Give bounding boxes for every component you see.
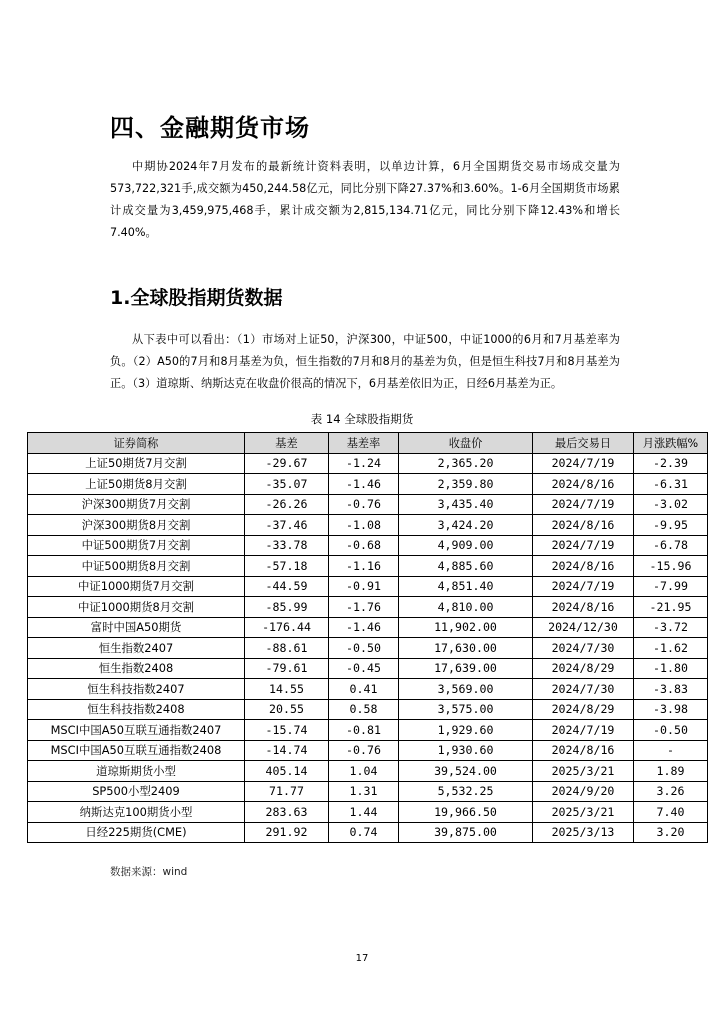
table-cell: 1.31 (329, 781, 399, 802)
table-cell: -15.96 (634, 556, 708, 577)
table-cell: 纳斯达克100期货小型 (28, 802, 245, 823)
table-cell: 17,639.00 (399, 658, 533, 679)
table-cell: 2024/8/16 (533, 515, 634, 536)
table-cell: -0.91 (329, 576, 399, 597)
table-cell: 2024/7/30 (533, 638, 634, 659)
table-cell: 3,435.40 (399, 494, 533, 515)
table-cell: SP500小型2409 (28, 781, 245, 802)
table-row (28, 515, 708, 536)
table-row (28, 556, 708, 577)
column-header: 收盘价 (399, 433, 533, 454)
table-cell: 中证500期货8月交割 (28, 556, 245, 577)
table-row (28, 822, 708, 843)
table-cell: 4,810.00 (399, 597, 533, 618)
table-cell: 2024/7/19 (533, 494, 634, 515)
table-cell: 2,365.20 (399, 453, 533, 474)
table-cell: -0.50 (634, 720, 708, 741)
table-cell: 3,569.00 (399, 679, 533, 700)
table-cell: -44.59 (245, 576, 329, 597)
table-cell: 3.20 (634, 822, 708, 843)
table-cell: -21.95 (634, 597, 708, 618)
table-body (28, 453, 708, 843)
table-cell: -0.76 (329, 740, 399, 761)
table-cell: 2024/8/16 (533, 740, 634, 761)
page-number: 17 (355, 953, 369, 964)
table-cell: -1.76 (329, 597, 399, 618)
table-cell: 中证1000期货8月交割 (28, 597, 245, 618)
table-cell: -0.81 (329, 720, 399, 741)
table-cell: 0.58 (329, 699, 399, 720)
table-cell: -1.16 (329, 556, 399, 577)
table-row (28, 720, 708, 741)
table-cell: 2025/3/21 (533, 802, 634, 823)
table-cell: -35.07 (245, 474, 329, 495)
table-cell: -37.46 (245, 515, 329, 536)
table-cell: -33.78 (245, 535, 329, 556)
section-title: 四、金融期货市场 (110, 114, 310, 142)
table-row (28, 658, 708, 679)
column-header: 最后交易日 (533, 433, 634, 454)
table-row (28, 761, 708, 782)
table-header-row (28, 433, 708, 454)
table-cell: -1.80 (634, 658, 708, 679)
table-cell: - (634, 740, 708, 761)
table-cell: 2,359.80 (399, 474, 533, 495)
table-cell: 19,966.50 (399, 802, 533, 823)
table-cell: 11,902.00 (399, 617, 533, 638)
table-cell: 3.26 (634, 781, 708, 802)
table-cell: 71.77 (245, 781, 329, 802)
table-cell: 富时中国A50期货 (28, 617, 245, 638)
table-cell: 0.41 (329, 679, 399, 700)
table-row (28, 535, 708, 556)
table-cell: 沪深300期货7月交割 (28, 494, 245, 515)
table-cell: -1.46 (329, 617, 399, 638)
table-cell: 中证1000期货7月交割 (28, 576, 245, 597)
table-cell: 2024/8/16 (533, 597, 634, 618)
table-cell: -3.72 (634, 617, 708, 638)
table-cell: 1,930.60 (399, 740, 533, 761)
table-cell: -88.61 (245, 638, 329, 659)
table-cell: 5,532.25 (399, 781, 533, 802)
table-row (28, 474, 708, 495)
table-row (28, 781, 708, 802)
table-cell: -176.44 (245, 617, 329, 638)
table-cell: -1.46 (329, 474, 399, 495)
table-cell: -3.83 (634, 679, 708, 700)
table-cell: 恒生指数2407 (28, 638, 245, 659)
table-cell: -6.31 (634, 474, 708, 495)
table-cell: 2024/12/30 (533, 617, 634, 638)
column-header: 月涨跌幅% (634, 433, 708, 454)
table-cell: MSCI中国A50互联互通指数2407 (28, 720, 245, 741)
table-caption: 表 14 全球股指期货 (310, 412, 414, 426)
table-cell: 405.14 (245, 761, 329, 782)
table-cell: 2024/8/16 (533, 474, 634, 495)
table-cell: -1.24 (329, 453, 399, 474)
table-cell: -2.39 (634, 453, 708, 474)
table-row (28, 802, 708, 823)
table-cell: 2024/8/29 (533, 699, 634, 720)
table-cell: 2024/7/19 (533, 535, 634, 556)
table-cell: -79.61 (245, 658, 329, 679)
table-cell: 291.92 (245, 822, 329, 843)
table-cell: 3,424.20 (399, 515, 533, 536)
table-cell: -85.99 (245, 597, 329, 618)
table-cell: -7.99 (634, 576, 708, 597)
table-cell: 2024/8/29 (533, 658, 634, 679)
table-cell: 道琼斯期货小型 (28, 761, 245, 782)
table-cell: -6.78 (634, 535, 708, 556)
table-cell: 3,575.00 (399, 699, 533, 720)
table-cell: 2025/3/21 (533, 761, 634, 782)
table-cell: -9.95 (634, 515, 708, 536)
table-cell: -15.74 (245, 720, 329, 741)
table-cell: -0.50 (329, 638, 399, 659)
intro-paragraph: 中期协2024年7月发布的最新统计资料表明，以单边计算，6月全国期货交易市场成交量为573,722,321手,成交额为450,244.58亿元，同比分别下降27.37%和3.60%。1-6月全国期货市场累计成交量为3,459,975,468手，累计成交额为2,815,134.71亿元，同比分别下降12.43%和增长7.40%。 (110, 160, 620, 239)
table-cell: 恒生指数2408 (28, 658, 245, 679)
table-row (28, 740, 708, 761)
table-cell: 4,851.40 (399, 576, 533, 597)
analysis-paragraph: 从下表中可以看出：（1）市场对上证50，沪深300，中证500，中证1000的6月和7月基差率为负。（2）A50的7月和8月基差为负，恒生指数的7月和8月的基差为负，但是恒生科技7月和8月基差为正。（3）道琼斯、纳斯达克在收盘价很高的情况下，6月基差依旧为正，日经6月基差为正。 (110, 333, 620, 390)
table-cell: 上证50期货7月交割 (28, 453, 245, 474)
table-cell: -3.02 (634, 494, 708, 515)
table-cell: 1.44 (329, 802, 399, 823)
table-cell: 2024/7/30 (533, 679, 634, 700)
futures-table (27, 432, 708, 843)
table-row (28, 597, 708, 618)
table-cell: -1.08 (329, 515, 399, 536)
subsection-title: 1.全球股指期货数据 (110, 287, 283, 309)
table-cell: 2024/9/20 (533, 781, 634, 802)
table-cell: 283.63 (245, 802, 329, 823)
table-cell: 39,524.00 (399, 761, 533, 782)
table-cell: -0.76 (329, 494, 399, 515)
table-cell: -3.98 (634, 699, 708, 720)
table-cell: 4,909.00 (399, 535, 533, 556)
column-header: 基差率 (329, 433, 399, 454)
table-row (28, 576, 708, 597)
table-cell: -14.74 (245, 740, 329, 761)
table-cell: 2024/8/16 (533, 556, 634, 577)
table-cell: 4,885.60 (399, 556, 533, 577)
column-header: 基差 (245, 433, 329, 454)
table-cell: -1.62 (634, 638, 708, 659)
table-cell: 中证500期货7月交割 (28, 535, 245, 556)
table-cell: MSCI中国A50互联互通指数2408 (28, 740, 245, 761)
table-cell: 2024/7/19 (533, 453, 634, 474)
source-note: 数据来源：wind (110, 866, 188, 878)
table-row (28, 679, 708, 700)
table-row (28, 699, 708, 720)
table-cell: 17,630.00 (399, 638, 533, 659)
table-cell: 上证50期货8月交割 (28, 474, 245, 495)
table-cell: 1,929.60 (399, 720, 533, 741)
table-cell: -26.26 (245, 494, 329, 515)
table-cell: 1.04 (329, 761, 399, 782)
table-row (28, 617, 708, 638)
table-cell: 恒生科技指数2407 (28, 679, 245, 700)
table-cell: -0.68 (329, 535, 399, 556)
table-cell: 7.40 (634, 802, 708, 823)
table-cell: 2024/7/19 (533, 576, 634, 597)
table-cell: 日经225期货(CME) (28, 822, 245, 843)
column-header: 证券简称 (28, 433, 245, 454)
table-cell: -0.45 (329, 658, 399, 679)
table-cell: -29.67 (245, 453, 329, 474)
table-row (28, 638, 708, 659)
table-cell: 1.89 (634, 761, 708, 782)
table-cell: 20.55 (245, 699, 329, 720)
table-cell: 沪深300期货8月交割 (28, 515, 245, 536)
table-cell: 恒生科技指数2408 (28, 699, 245, 720)
table-cell: 0.74 (329, 822, 399, 843)
table-row (28, 494, 708, 515)
table-cell: 14.55 (245, 679, 329, 700)
table-cell: 39,875.00 (399, 822, 533, 843)
table-cell: 2024/7/19 (533, 720, 634, 741)
table-cell: -57.18 (245, 556, 329, 577)
table-row (28, 453, 708, 474)
table-cell: 2025/3/13 (533, 822, 634, 843)
